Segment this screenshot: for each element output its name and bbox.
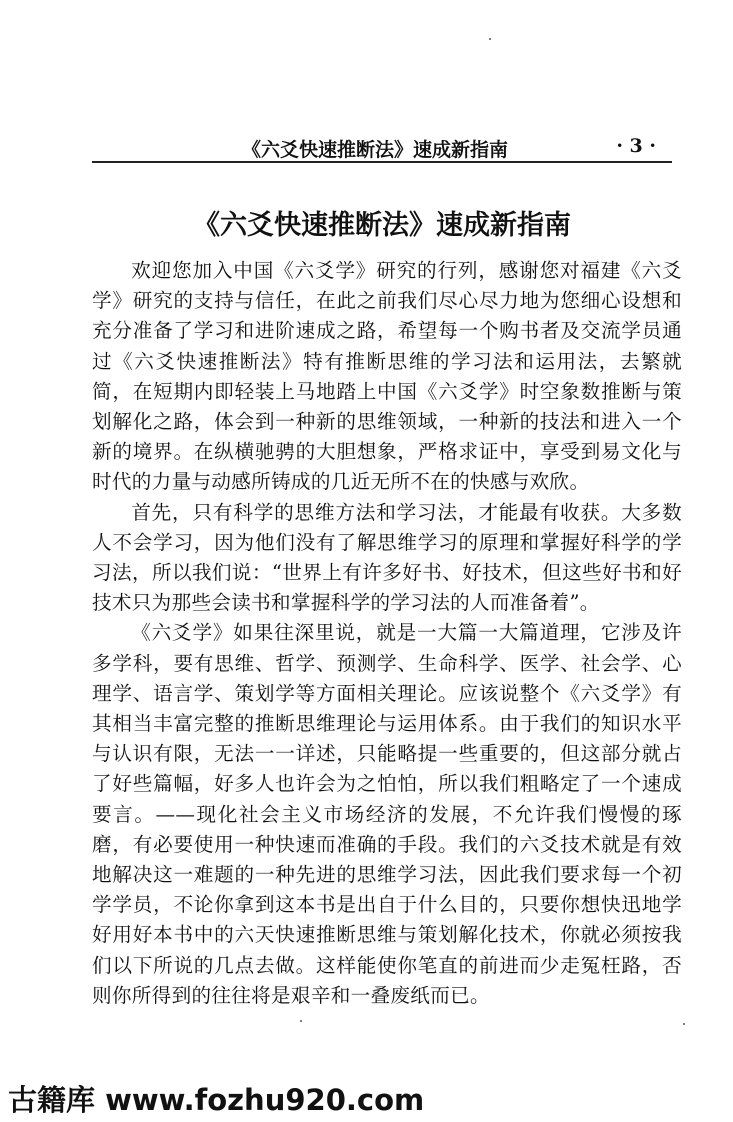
site-watermark: 古籍库 www.fozhu920.com — [8, 1083, 425, 1117]
running-title: 《六爻快速推断法》速成新指南 — [242, 139, 509, 161]
paragraph-3: 《六爻学》如果往深里说，就是一大篇一大篇道理，它涉及许多学科，要有思维、哲学、预测学、生命科学、医学、社会学、心理学、语言学、策划学等方面相关理论。应该说整个《六爻学》有其相当丰富完整的推断思维理论与运用体系。由于我们的知识水平与认识有限，无法一一详述，只能略提一些重要的，但这部分就占了好些篇幅，好多人也许会为之怕怕，所以我们粗略定了一个速成要言。——现化社会主义市场经济的发展，不允许我们慢慢的琢磨，有必要使用一种快速而准确的手段。我们的六爻技术就是有效地解决这一难题的一种先进的思维学习法，因此我们要求每一个初学学员，不论你拿到这本书是出自于什么目的，只要你想快迅地学好用好本书中的六天快速推断思维与策划解化技术，你就必须按我们以下所说的几点去做。这样能使你笔直的前进而少走冤枉路，否则你所得到的往往将是艰辛和一叠废纸而已。 — [92, 621, 682, 1007]
scan-speck — [300, 1020, 302, 1022]
page-number: · 3 · — [616, 135, 656, 157]
chapter-title: 《六爻快速推断法》速成新指南 — [193, 210, 571, 241]
scan-speck — [489, 38, 491, 40]
header-rule — [92, 161, 672, 163]
scan-speck — [683, 1023, 685, 1025]
paragraph-2: 首先，只有科学的思维方法和学习法，才能最有收获。大多数人不会学习，因为他们没有了解思维学习的原理和掌握好科学的学习法，所以我们说：“世界上有许多好书、好技术，但这些好书和好技术只为那些会读书和掌握科学的学习法的人而准备着”。 — [92, 500, 682, 615]
running-header — [92, 133, 672, 163]
paragraph-1: 欢迎您加入中国《六爻学》研究的行列，感谢您对福建《六爻学》研究的支持与信任，在此之前我们尽心尽力地为您细心设想和充分准备了学习和进阶速成之路，希望每一个购书者及交流学员通过《六爻快速推断法》特有推断思维的学习法和运用法，去繁就简，在短期内即轻装上马地踏上中国《六爻学》时空象数推断与策划解化之路，体会到一种新的思维领域，一种新的技法和进入一个新的境界。在纵横驰骋的大胆想象，严格求证中，享受到易文化与时代的力量与动感所铸成的几近无所不在的快感与欢欣。 — [92, 259, 682, 494]
body-text — [92, 256, 682, 1011]
